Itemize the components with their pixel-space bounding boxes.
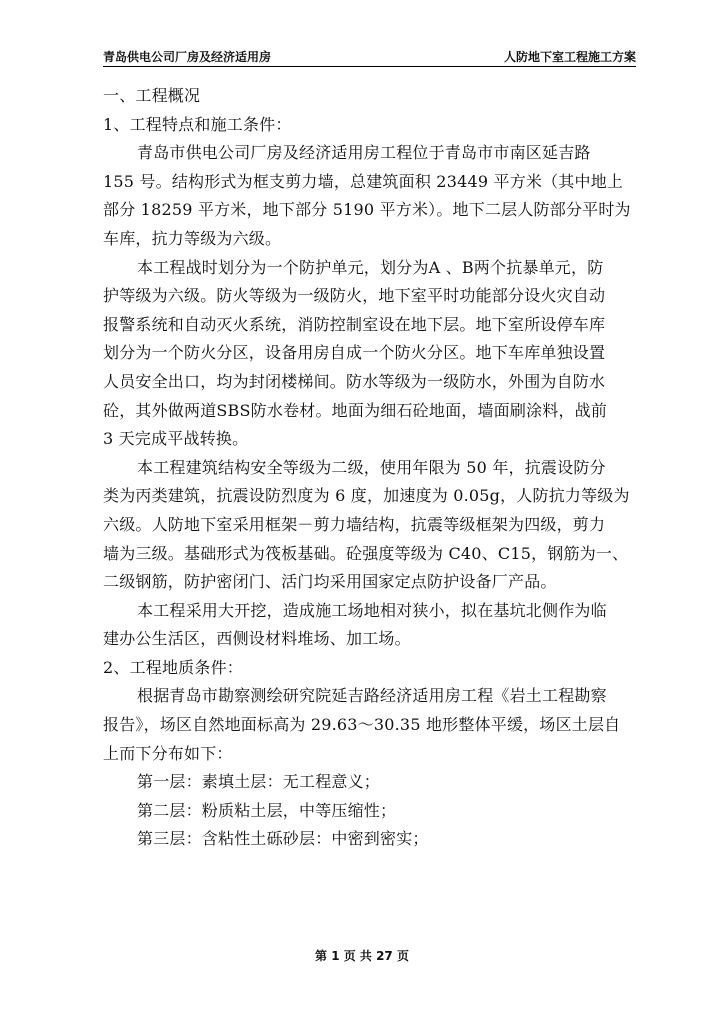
paragraph-line: 六级。人防地下室采用框架－剪力墙结构，抗震等级框架为四级，剪力: [103, 514, 606, 534]
list-item: 第二层：粉质粘土层，中等压缩性；: [137, 800, 397, 820]
paragraph-line: 3 天完成平战转换。: [103, 429, 249, 449]
paragraph-line: 车库，抗力等级为六级。: [103, 228, 282, 248]
paragraph-line: 部分 18259 平方米，地下部分 5190 平方米）。地下二层人防部分平时为: [103, 200, 631, 220]
header-project-title: 青岛供电公司厂房及经济适用房: [103, 50, 272, 64]
page-header: [103, 46, 636, 67]
paragraph-line: 上而下分布如下：: [103, 743, 233, 763]
document-body: [103, 82, 640, 854]
paragraph-line: 本工程战时划分为一个防护单元，划分为A 、B两个抗暴单元，防: [137, 257, 604, 277]
list-item: 第三层：含粘性土砾砂层：中密到密实；: [137, 829, 429, 849]
paragraph-line: 建办公生活区，西侧设材料堆场、加工场。: [103, 629, 411, 649]
paragraph-line: 青岛市供电公司厂房及经济适用房工程位于青岛市市南区延吉路: [137, 143, 591, 163]
paragraph-line: 二级钢筋，防护密闭门、活门均采用国家定点防护设备厂产品。: [103, 572, 557, 592]
paragraph-line: 类为丙类建筑，抗震设防烈度为 6 度，加速度为 0.05g，人防抗力等级为: [103, 486, 630, 506]
page-number: 第 1 页 共 27 页: [315, 949, 409, 963]
subsection-heading: 2、工程地质条件：: [103, 657, 243, 677]
header-section-title: 人防地下室工程施工方案: [503, 50, 636, 64]
section-heading: 一、工程概况: [103, 86, 201, 105]
paragraph-line: 本工程采用大开挖，造成施工场地相对狭小，拟在基坑北侧作为临: [137, 600, 607, 620]
subsection-heading: 1、工程特点和施工条件：: [103, 114, 292, 134]
paragraph-line: 报告》，场区自然地面标高为 29.63～30.35 地形整体平缓，场区土层自: [103, 715, 621, 735]
paragraph-line: 本工程建筑结构安全等级为二级，使用年限为 50 年，抗震设防分: [137, 457, 606, 477]
paragraph-line: 护等级为六级。防火等级为一级防火，地下室平时功能部分设火灾自动: [103, 286, 606, 306]
paragraph-line: 划分为一个防火分区，设备用房自成一个防火分区。地下车库单独设置: [103, 343, 606, 363]
paragraph-line: 155 号。结构形式为框支剪力墙，总建筑面积 23449 平方米（其中地上: [103, 171, 624, 191]
list-item: 第一层：素填土层：无工程意义；: [137, 772, 381, 792]
paragraph-line: 报警系统和自动灭火系统，消防控制室设在地下层。地下室所设停车库: [103, 314, 606, 334]
paragraph-line: 人员安全出口，均为封闭楼梯间。防水等级为一级防水，外围为自防水: [103, 371, 606, 391]
paragraph-line: 砼，其外做两道SBS防水卷材。地面为细石砼地面，墙面刷涂料，战前: [103, 400, 608, 420]
paragraph-line: 墙为三级。基础形式为筏板基础。砼强度等级为 C40、C15，钢筋为一、: [103, 543, 629, 563]
paragraph-line: 根据青岛市勘察测绘研究院延吉路经济适用房工程《岩土工程勘察: [137, 686, 607, 706]
